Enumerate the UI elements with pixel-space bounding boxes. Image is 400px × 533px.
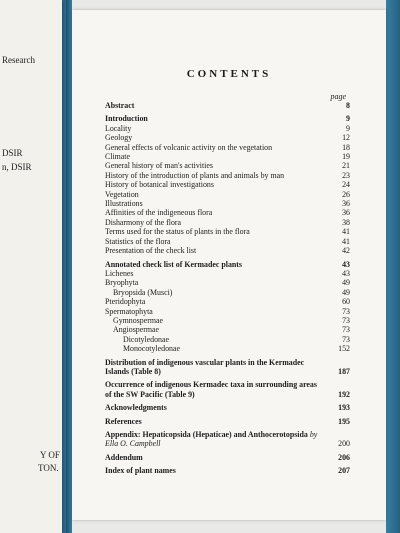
page-title: CONTENTS (186, 68, 272, 80)
book-cover-right (386, 0, 400, 533)
toc-entry: Presentation of the check list 42 (105, 246, 350, 256)
toc-entry: References 195 (105, 416, 350, 426)
facing-text-4: Y OF (40, 450, 60, 460)
toc-entry: Acknowledgments 193 (105, 403, 350, 413)
toc-entry: Index of plant names 207 (105, 466, 350, 476)
toc-entry: Abstract 8 (105, 101, 350, 110)
facing-text-1: Research (2, 55, 35, 65)
toc-entry: Statistics of the flora 41 (105, 236, 350, 246)
toc-entry: Climate 19 (105, 152, 350, 162)
toc-entry: Appendix: Hepaticopsida (Hepaticae) and Anthocerotopsida by Ella O. Campbell 200 (105, 430, 350, 449)
toc-entry: Dicotyledonae 73 (123, 334, 350, 344)
toc-entry: Bryopsida (Musci) 49 (113, 287, 350, 297)
page-column-label: page (330, 92, 346, 101)
toc-entry: Bryophyta 49 (105, 278, 350, 288)
facing-text-3: n, DSIR (2, 162, 32, 172)
table-of-contents (105, 101, 350, 476)
toc-entry: History of the introduction of plants and animals by man 23 (105, 170, 350, 180)
toc-entry: Terms used for the status of plants in the flora 41 (105, 227, 350, 237)
toc-entry: General effects of volcanic activity on the vegetation 18 (105, 142, 350, 152)
toc-entry: Monocotyledonae 152 (123, 344, 350, 354)
contents-page (72, 10, 386, 520)
toc-entry: Pteridophyta 60 (105, 297, 350, 307)
toc-entry: Introduction 9 (105, 114, 350, 124)
toc-entry: Affinities of the indigeneous flora 36 (105, 208, 350, 218)
toc-entry: Occurrence of indigenous Kermadec taxa in surrounding areas of the SW Pacific (Table 9) 192 (105, 380, 350, 399)
toc-entry: General history of man's activities 21 (105, 161, 350, 171)
toc-entry: Distribution of indigenous vascular plants in the Kermadec Islands (Table 8) 187 (105, 357, 350, 376)
toc-entry: Vegetation 26 (105, 189, 350, 199)
toc-entry: Locality 9 (105, 123, 350, 133)
toc-entry: Disharmony of the flora 38 (105, 217, 350, 227)
toc-entry: History of botanical investigations 24 (105, 180, 350, 190)
toc-entry: Angiospermae 73 (113, 325, 350, 335)
facing-text-5: TON. (38, 463, 59, 473)
toc-entry: Geology 12 (105, 133, 350, 143)
book-cover (0, 0, 70, 533)
facing-page (0, 0, 62, 533)
toc-entry: Addendum 206 (105, 452, 350, 462)
toc-entry: Spermatophyta 73 (105, 306, 350, 316)
toc-entry: Illustrations 36 (105, 199, 350, 209)
toc-entry: Lichenes 43 (105, 268, 350, 278)
toc-entry: Gymnospermae 73 (113, 315, 350, 325)
facing-text-2: DSIR (2, 148, 23, 158)
toc-entry: Annotated check list of Kermadec plants 43 (105, 259, 350, 269)
